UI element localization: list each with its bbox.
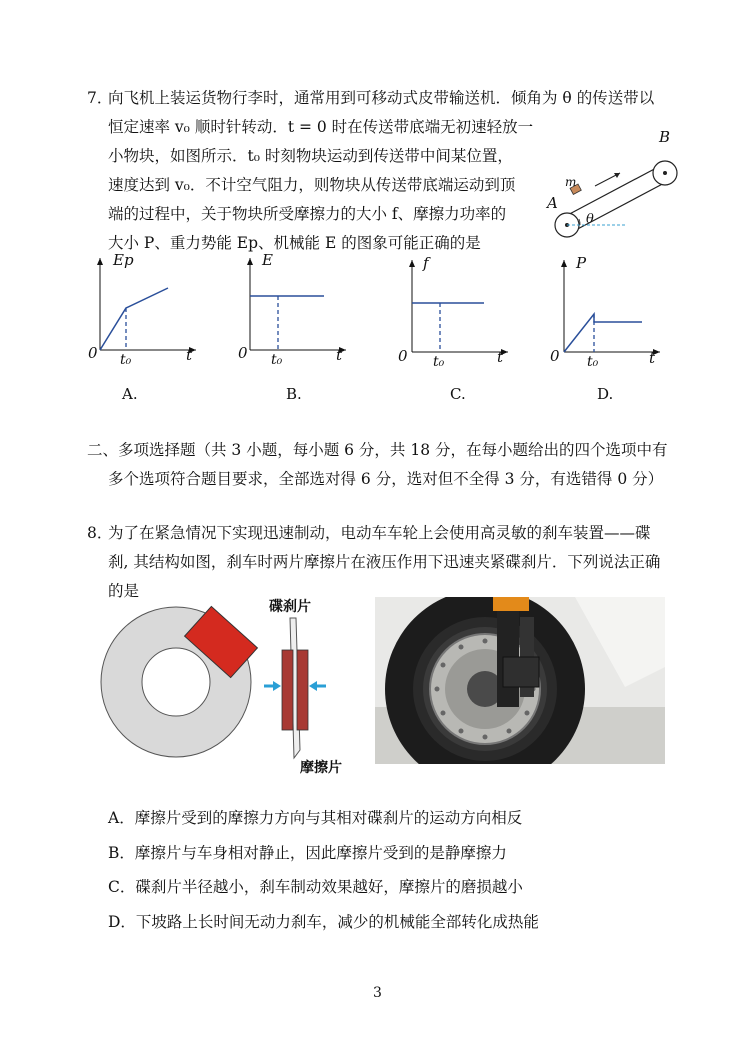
disc-brake-diagram bbox=[98, 600, 268, 760]
graph-a-ylabel: Ep bbox=[113, 251, 134, 269]
graph-d-xlabel: t bbox=[649, 349, 656, 367]
graph-b-caption: B. bbox=[286, 385, 302, 403]
graph-c-tick: t₀ bbox=[433, 354, 445, 370]
q8-line-1: 为了在紧急情况下实现迅速制动，电动车车轮上会使用高灵敏的刹车装置——碟 bbox=[108, 524, 651, 542]
q7-line-5: 端的过程中，关于物块所受摩擦力的大小 f、摩擦力功率的 bbox=[108, 205, 507, 223]
q7-number: 7． bbox=[87, 89, 113, 107]
q8-option-c[interactable]: C．碟刹片半径越小，刹车制动效果越好，摩擦片的磨损越小 bbox=[108, 878, 523, 896]
graph-a-caption: A. bbox=[122, 385, 138, 403]
graph-d-ylabel: P bbox=[576, 254, 587, 272]
label-disc: 碟刹片 bbox=[269, 599, 311, 615]
graph-d-origin: 0 bbox=[550, 347, 560, 365]
graph-a-xlabel: t bbox=[186, 346, 193, 364]
page-number: 3 bbox=[373, 985, 382, 1001]
graph-c-ylabel: f bbox=[423, 254, 429, 272]
motorcycle-wheel-photo bbox=[375, 597, 665, 764]
graph-a-origin: 0 bbox=[88, 344, 98, 362]
graph-a-curve bbox=[100, 288, 168, 350]
graph-c-origin: 0 bbox=[398, 347, 408, 365]
graph-b-origin: 0 bbox=[238, 344, 248, 362]
graph-a-tick: t₀ bbox=[120, 352, 132, 368]
q8-line-2: 刹, 其结构如图，刹车时两片摩擦片在液压作用下迅速夹紧碟刹片．下列说法正确 bbox=[108, 553, 661, 571]
q8-number: 8． bbox=[87, 524, 113, 542]
figure-label-b: B bbox=[659, 128, 671, 146]
q8-line-3: 的是 bbox=[108, 582, 140, 600]
q8-option-d[interactable]: D．下坡路上长时间无动力刹车，减少的机械能全部转化成热能 bbox=[108, 913, 539, 931]
q7-line-4: 速度达到 v₀．不计空气阻力，则物块从传送带底端运动到顶 bbox=[108, 176, 516, 194]
section-2-line-2: 多个选项符合题目要求，全部选对得 6 分，选对但不全得 3 分，有选错得 0 分） bbox=[108, 470, 664, 488]
graph-b-tick: t₀ bbox=[271, 352, 283, 368]
graph-c-caption: C. bbox=[450, 385, 466, 403]
q8-option-b[interactable]: B．摩擦片与车身相对静止，因此摩擦片受到的是静摩擦力 bbox=[108, 844, 507, 862]
q7-line-1: 向飞机上装运货物行李时，通常用到可移动式皮带输送机．倾角为 θ 的传送带以 bbox=[108, 89, 655, 107]
figure-label-theta: θ bbox=[586, 212, 594, 227]
section-2-line-1: 二、多项选择题（共 3 小题，每小题 6 分，共 18 分，在每小题给出的四个选项中有 bbox=[87, 441, 668, 459]
q7-line-6: 大小 P、重力势能 Ep、机械能 E 的图象可能正确的是 bbox=[108, 234, 481, 252]
disc-brake-side-view bbox=[262, 610, 332, 765]
graph-d-curve bbox=[564, 314, 642, 352]
figure-label-m: m bbox=[565, 175, 577, 189]
graph-d-caption: D. bbox=[597, 385, 614, 403]
graph-d-tick: t₀ bbox=[587, 354, 599, 370]
graph-b-ylabel: E bbox=[262, 251, 273, 269]
graph-b-xlabel: t bbox=[336, 346, 343, 364]
figure-label-a: A bbox=[547, 194, 558, 212]
q7-line-3: 小物块，如图所示．t₀ 时刻物块运动到传送带中间某位置， bbox=[108, 147, 513, 165]
q8-option-a[interactable]: A．摩擦片受到的摩擦力方向与其相对碟刹片的运动方向相反 bbox=[108, 809, 523, 827]
label-pad: 摩擦片 bbox=[300, 760, 342, 776]
q7-line-2: 恒定速率 v₀ 顺时针转动．t = 0 时在传送带底端无初速轻放一 bbox=[108, 118, 534, 136]
graph-c-xlabel: t bbox=[497, 348, 504, 366]
